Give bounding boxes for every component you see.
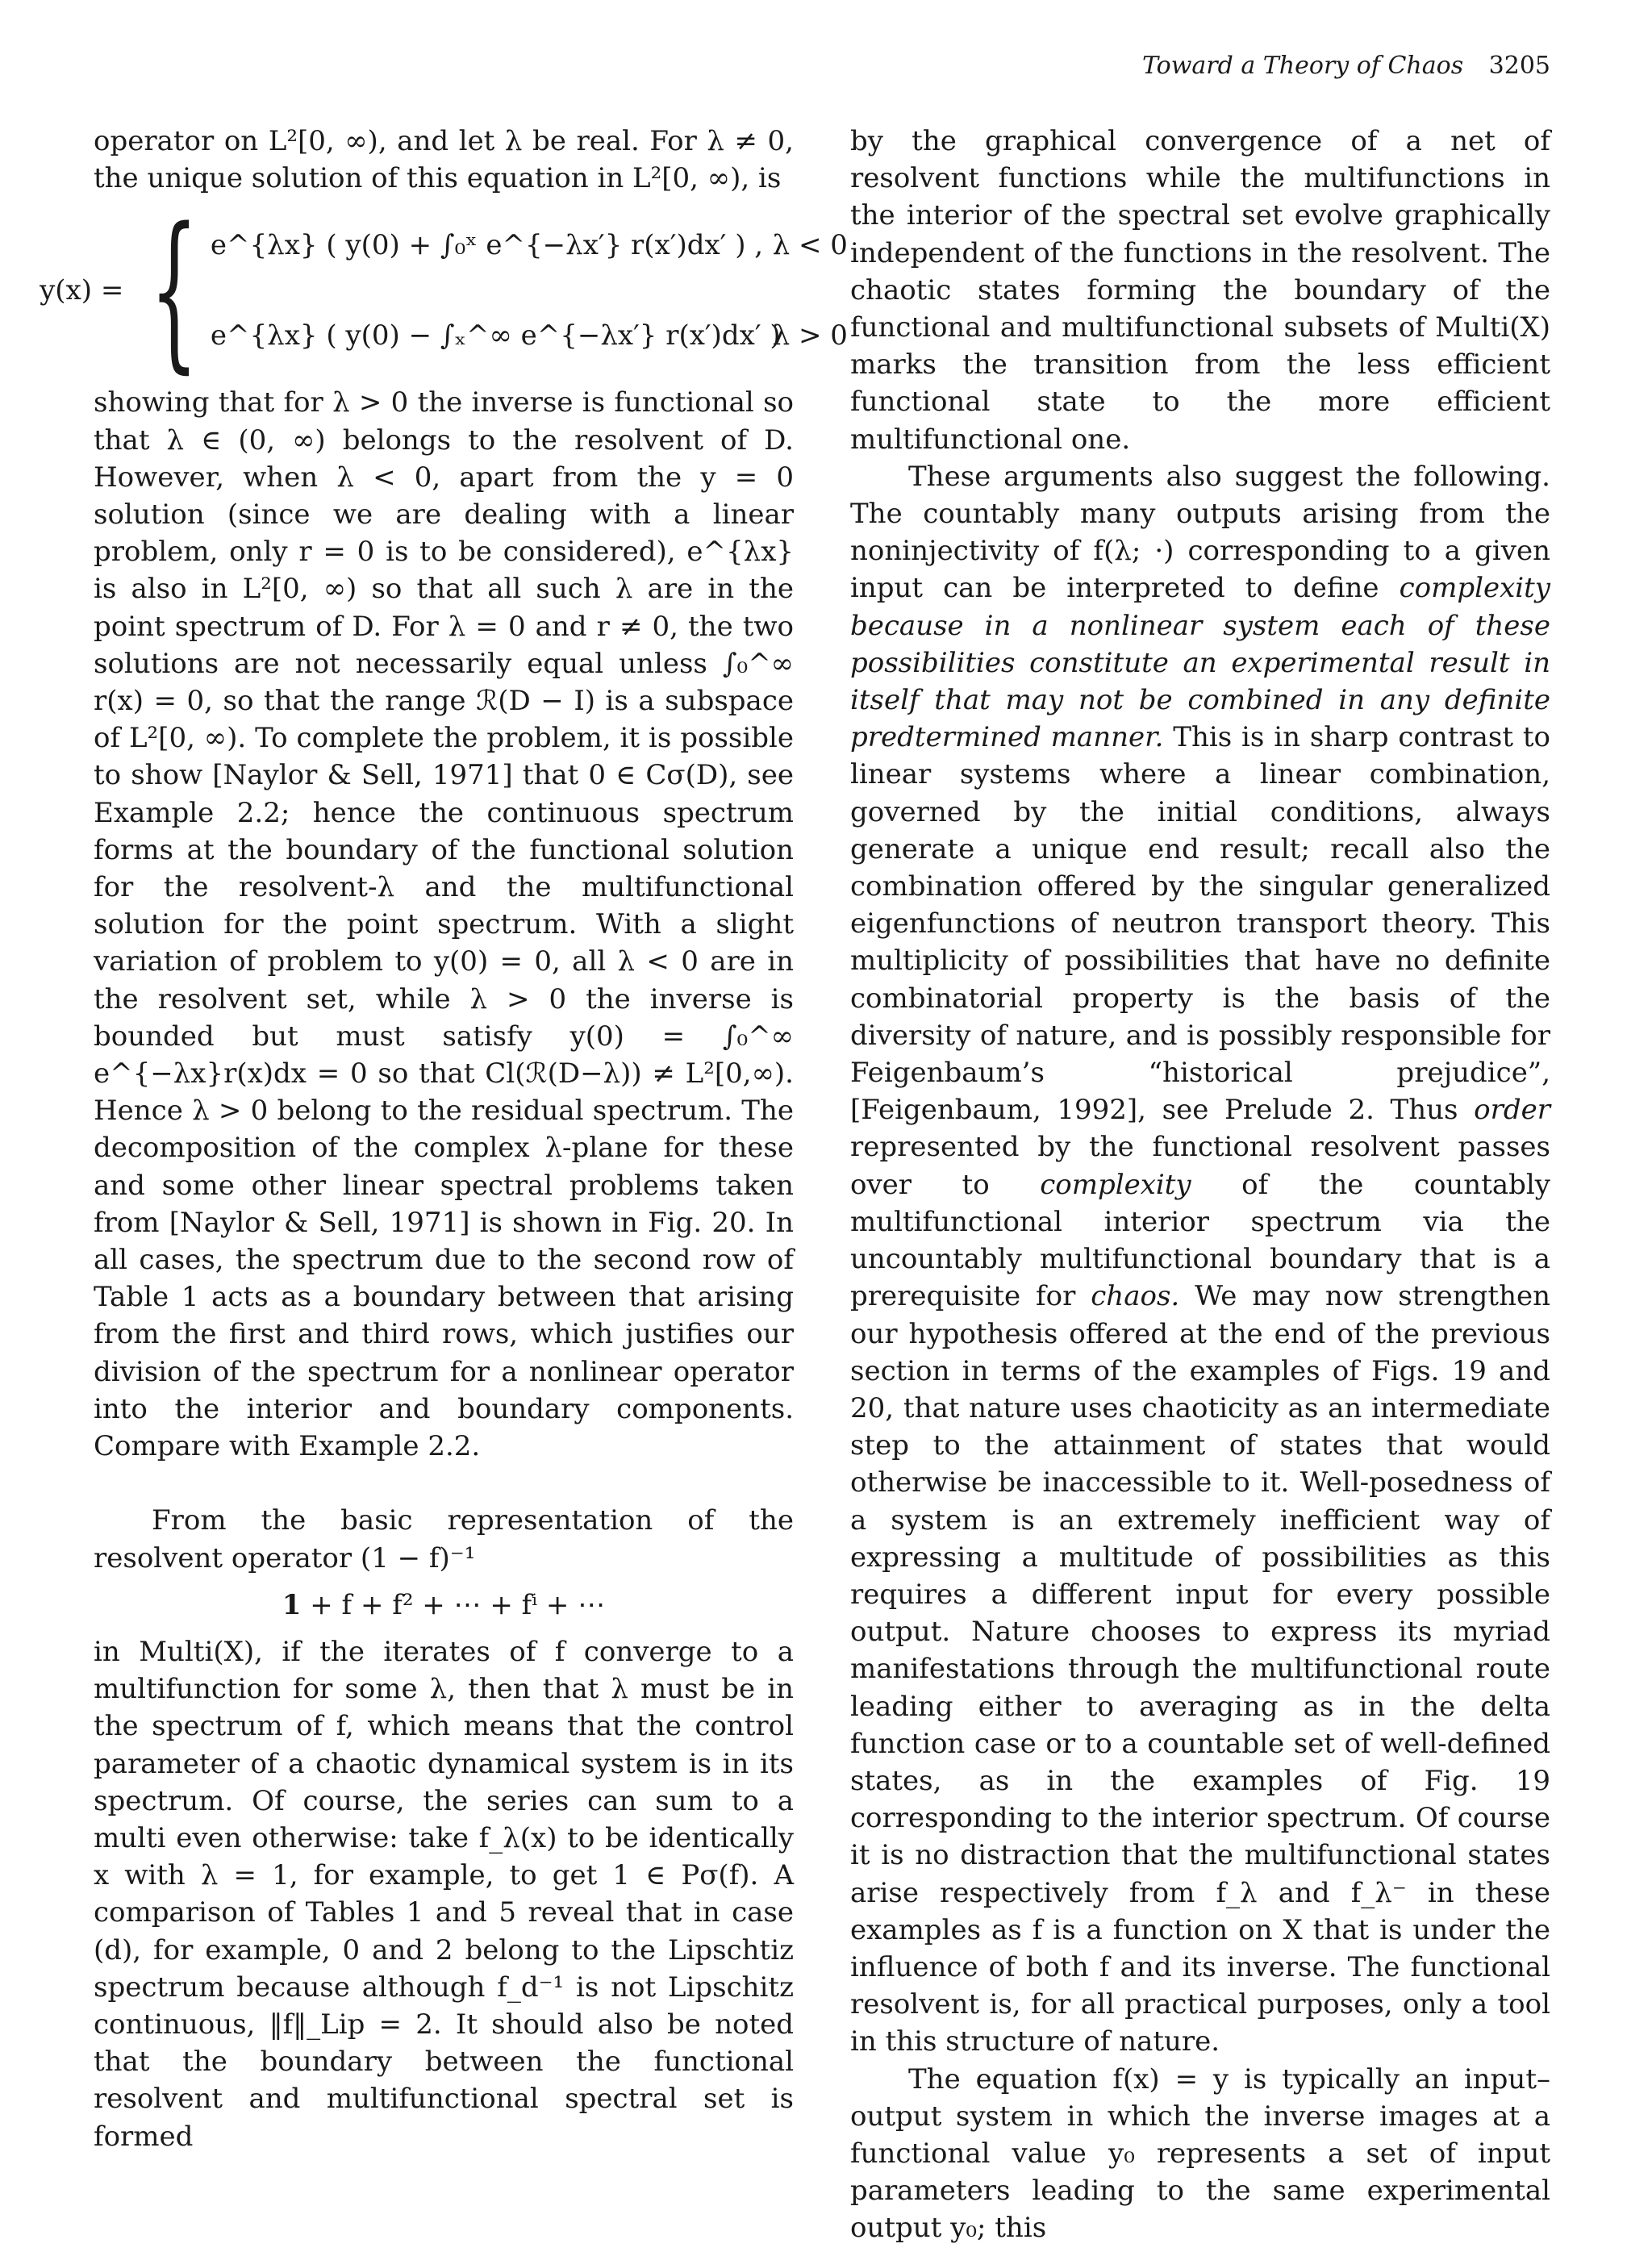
series-terms: + f + f² + ⋯ + fⁱ + ⋯ bbox=[301, 1588, 606, 1621]
piecewise-equation bbox=[40, 191, 848, 390]
equation-lhs: y(x) = bbox=[40, 274, 124, 307]
paragraph-input-output: The equation f(x) = y is typically an input–output system in which the inverse images at a functional value y₀ represents a set of input parameters leading to the same experimental output y₀; this bbox=[850, 2062, 1550, 2245]
text-run: of the countably multifunctional interior spectrum via the uncountably multifunctional boundary that is a prerequisite for bbox=[850, 1168, 1550, 1313]
running-title: Toward a Theory of Chaos bbox=[1141, 52, 1464, 80]
equation-cases bbox=[211, 200, 848, 381]
case-condition: λ > 0 bbox=[772, 319, 848, 352]
text-run: This is in sharp contrast to linear systems where a linear combination, governed by the initial conditions, always generate a unique end result; recall also the combination offered by the singular generalized eigenfunctions of neutron transport theory. This multiplicity of possibilities that have no definite combinatorial property is the basis of the diversity of nature, and is possibly responsible for Feigenbaum’s “historical prejudice”, [Feigenbaum, 1992], see Prelude 2. Thus bbox=[850, 721, 1551, 1127]
case-condition: λ < 0 bbox=[772, 229, 848, 262]
text-run: represented by the functional resolvent passes over to bbox=[850, 1131, 1550, 1201]
emphasis-complexity: complexity bbox=[1040, 1168, 1191, 1201]
running-head bbox=[1142, 50, 1550, 82]
case-expression: e^{λx} ( y(0) − ∫ₓ^∞ e^{−λx′} r(x′)dx′ ) bbox=[210, 319, 781, 352]
paragraph-resolvent-intro: From the basic representation of the resolvent operator (1 − f)⁻¹ bbox=[94, 1504, 794, 1574]
emphasis-chaos: chaos. bbox=[1091, 1280, 1180, 1313]
paragraph-spectrum-discussion: showing that for λ > 0 the inverse is functional so that λ ∈ (0, ∞) belongs to the resolvent of D. However, when λ < 0, apart from the y = 0 solution (since we are dealing with a linear problem, only r = 0 is to be considered), e^{λx} is also in L²[0, ∞) so that all such λ are in the point spectrum of D. For λ = 0 and r ≠ 0, the two solutions are not necessarily equal unless ∫₀^∞ r(x) = 0, so that the range ℛ(D − I) is a subspace of L²[0, ∞). To complete the problem, it is possible to show [Naylor & Sell, 1971] that 0 ∈ Cσ(D), see Example 2.2; hence the continuous spectrum forms at the boundary of the functional solution for the resolvent-λ and the multifunctional solution for the point spectrum. With a slight variation of problem to y(0) = 0, all λ < 0 are in the resolvent set, while λ > 0 the inverse is bounded but must satisfy y(0) = ∫₀^∞ e^{−λx}r(x)dx = 0 so that Cl(ℛ(D−λ)) ≠ L²[0,∞). Hence λ > 0 belong to the residual spectrum. The decomposition of the complex λ-plane for these and some other linear spectral problems taken from [Naylor & Sell, 1971] is shown in Fig. 20. In all cases, the spectrum due to the second row of Table 1 acts as a boundary between that arising from the first and third rows, which justifies our division of the spectrum for a nonlinear operator into the interior and boundary components. Compare with Example 2.2. bbox=[94, 386, 794, 1463]
emphasis-complexity-definition: complexity because in a nonlinear system each of these possibilities constitute an experimental result in itself that may not be combined in any definite predtermined manner. bbox=[850, 572, 1550, 754]
text-run: These arguments also suggest the following. The countably many outputs arising from the noninjectivity of f(λ; ·) corresponding to a given input can be interpreted to define bbox=[850, 460, 1550, 605]
equation-case-row bbox=[211, 200, 848, 290]
series-bold-one: 1 bbox=[282, 1588, 302, 1621]
right-column bbox=[850, 123, 1550, 2247]
equation-case-row bbox=[211, 290, 848, 381]
emphasis-order: order bbox=[1474, 1094, 1550, 1127]
paragraph-operator-intro: operator on L²[0, ∞), and let λ be real. For λ ≠ 0, the unique solution of this equation in L²[0, ∞), is bbox=[94, 125, 794, 195]
paragraph-gap bbox=[94, 1465, 794, 1502]
text-run: We may now strengthen our hypothesis offered at the end of the previous section in terms of the examples of Figs. 19 and 20, that nature uses chaoticity as an intermediate step to the attainment of states that would otherwise be inaccessible to it. Well-posedness of a system is an extremely inefficient way of expressing a multitude of possibilities as this requires a different input for every possible output. Nature chooses to express its myriad manifestations through the multifunctional route leading either to averaging as in the delta function case or to a countable set of well-defined states, as in the examples of Fig. 19 corresponding to the interior spectrum. Of course it is no distraction that the multifunctional states arise respectively from f_λ and f_λ⁻ in these examples as f is a function on X that is under the influence of both f and its inverse. The functional resolvent is, for all practical purposes, only a tool in this structure of nature. bbox=[850, 1280, 1550, 2058]
left-brace-symbol: { bbox=[150, 191, 199, 390]
case-expression: e^{λx} ( y(0) + ∫₀ˣ e^{−λx′} r(x′)dx′ ) , bbox=[210, 229, 764, 262]
left-column bbox=[40, 123, 848, 2155]
page-number: 3205 bbox=[1488, 52, 1550, 80]
paragraph-graphical-convergence: by the graphical convergence of a net of resolvent functions while the multifunctions in the interior of the spectral set evolve graphically independent of the functions in the resolvent. The chaotic states forming the boundary of the functional and multifunctional subsets of Multi(X) marks the transition from the less efficient functional state to the more efficient multifunctional one. bbox=[850, 125, 1550, 456]
paragraph-complexity bbox=[850, 458, 1550, 2061]
series-equation bbox=[94, 1587, 794, 1624]
paragraph-multi-iterates: in Multi(X), if the iterates of f converge to a multifunction for some λ, then that λ must be in the spectrum of f, which means that the control parameter of a chaotic dynamical system is in its spectrum. Of course, the series can sum to a multi even otherwise: take f_λ(x) to be identically x with λ = 1, for example, to get 1 ∈ Pσ(f). A comparison of Tables 1 and 5 reveal that in case (d), for example, 0 and 2 belong to the Lipschtiz spectrum because although f_d⁻¹ is not Lipschitz continuous, ‖f‖_Lip = 2. It should also be noted that the boundary between the functional resolvent and multifunctional spectral set is formed bbox=[94, 1635, 794, 2153]
